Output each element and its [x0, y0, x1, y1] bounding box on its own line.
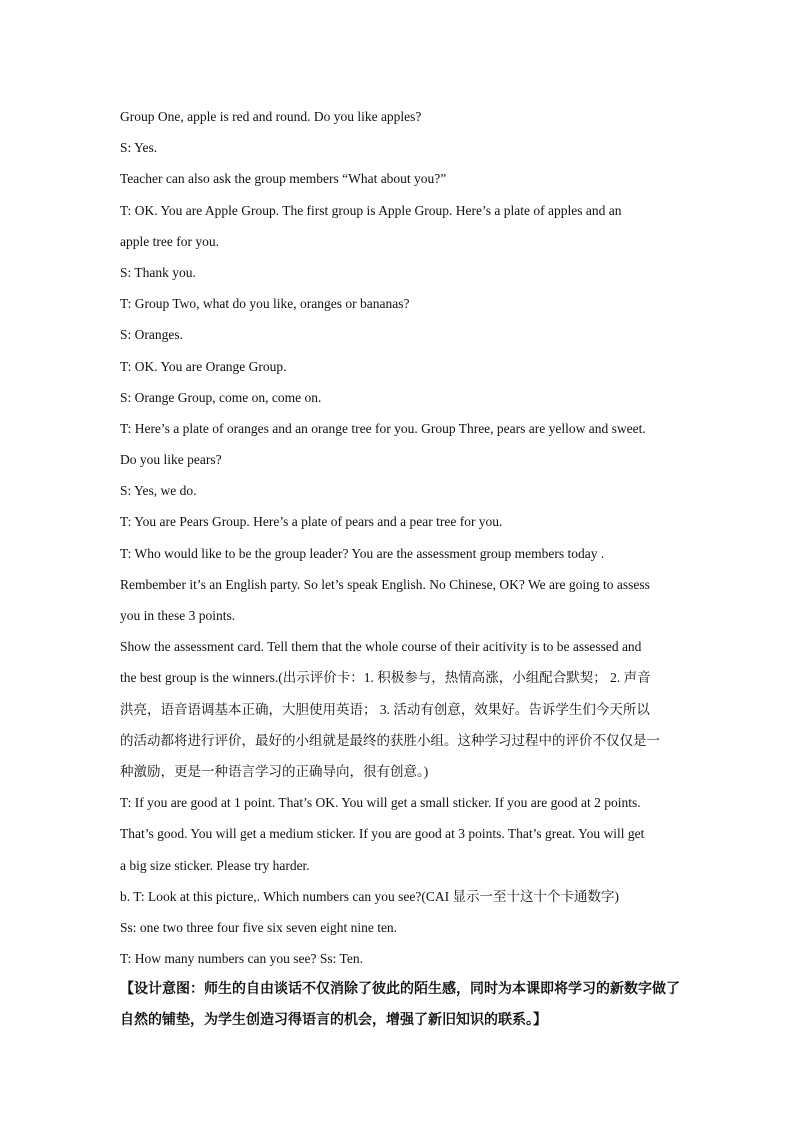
text-line: Rembember it’s an English party. So let’s speak English. No Chinese, OK? We are going to assess	[120, 576, 650, 592]
text-line: S: Orange Group, come on, come on.	[120, 389, 322, 405]
text-line: b. T: Look at this picture,. Which numbers can you see?(CAI 显示一至十这十个卡通数字)	[120, 888, 619, 904]
document-body	[120, 101, 680, 1037]
text-line: T: Group Two, what do you like, oranges or bananas?	[120, 296, 410, 312]
text-line: Show the assessment card. Tell them that the whole course of their acitivity is to be assessed and	[120, 639, 642, 655]
text-line: T: You are Pears Group. Here’s a plate of pears and a pear tree for you.	[120, 514, 503, 530]
text-line: the best group is the winners.(出示评价卡：1. 积极参与，热情高涨，小组配合默契； 2. 声音	[120, 670, 651, 686]
text-line: 洪亮，语音语调基本正确，大胆使用英语； 3. 活动有创意，效果好。告诉学生们今天所以	[120, 701, 650, 717]
text-line: S: Oranges.	[120, 327, 183, 343]
design-intent-note: 自然的铺垫，为学生创造习得语言的机会，增强了新旧知识的联系。】	[120, 1013, 547, 1029]
text-line: T: Who would like to be the group leader? You are the assessment group members today .	[120, 545, 605, 561]
design-intent-note: 【设计意图：师生的自由谈话不仅消除了彼此的陌生感，同时为本课即将学习的新数字做了	[120, 982, 680, 998]
text-line: a big size sticker. Please try harder.	[120, 857, 310, 873]
text-line: T: OK. You are Apple Group. The first group is Apple Group. Here’s a plate of apples and an	[120, 202, 622, 218]
text-line: Group One, apple is red and round. Do you like apples?	[120, 109, 422, 124]
text-line: S: Yes.	[120, 140, 158, 156]
text-line: T: How many numbers can you see? Ss: Ten.	[120, 951, 363, 967]
text-line: That’s good. You will get a medium sticker. If you are good at 3 points. That’s great. You will get	[120, 826, 645, 842]
text-line: S: Thank you.	[120, 264, 196, 280]
text-line: T: Here’s a plate of oranges and an orange tree for you. Group Three, pears are yellow and sweet.	[120, 420, 646, 436]
text-line: apple tree for you.	[120, 233, 219, 249]
text-line: Ss: one two three four five six seven eight nine ten.	[120, 919, 398, 935]
text-line: 种激励，更是一种语言学习的正确导向，很有创意。)	[120, 763, 429, 779]
text-line: Do you like pears?	[120, 452, 222, 468]
text-line: you in these 3 points.	[120, 608, 236, 623]
text-line: Teacher can also ask the group members “What about you?”	[120, 171, 447, 187]
text-line: S: Yes, we do.	[120, 483, 197, 499]
text-line: T: OK. You are Orange Group.	[120, 358, 287, 374]
text-line: 的活动都将进行评价，最好的小组就是最终的获胜小组。这种学习过程中的评价不仅仅是一	[120, 732, 660, 748]
text-line: T: If you are good at 1 point. That’s OK. You will get a small sticker. If you are good at 2 points.	[120, 795, 641, 811]
